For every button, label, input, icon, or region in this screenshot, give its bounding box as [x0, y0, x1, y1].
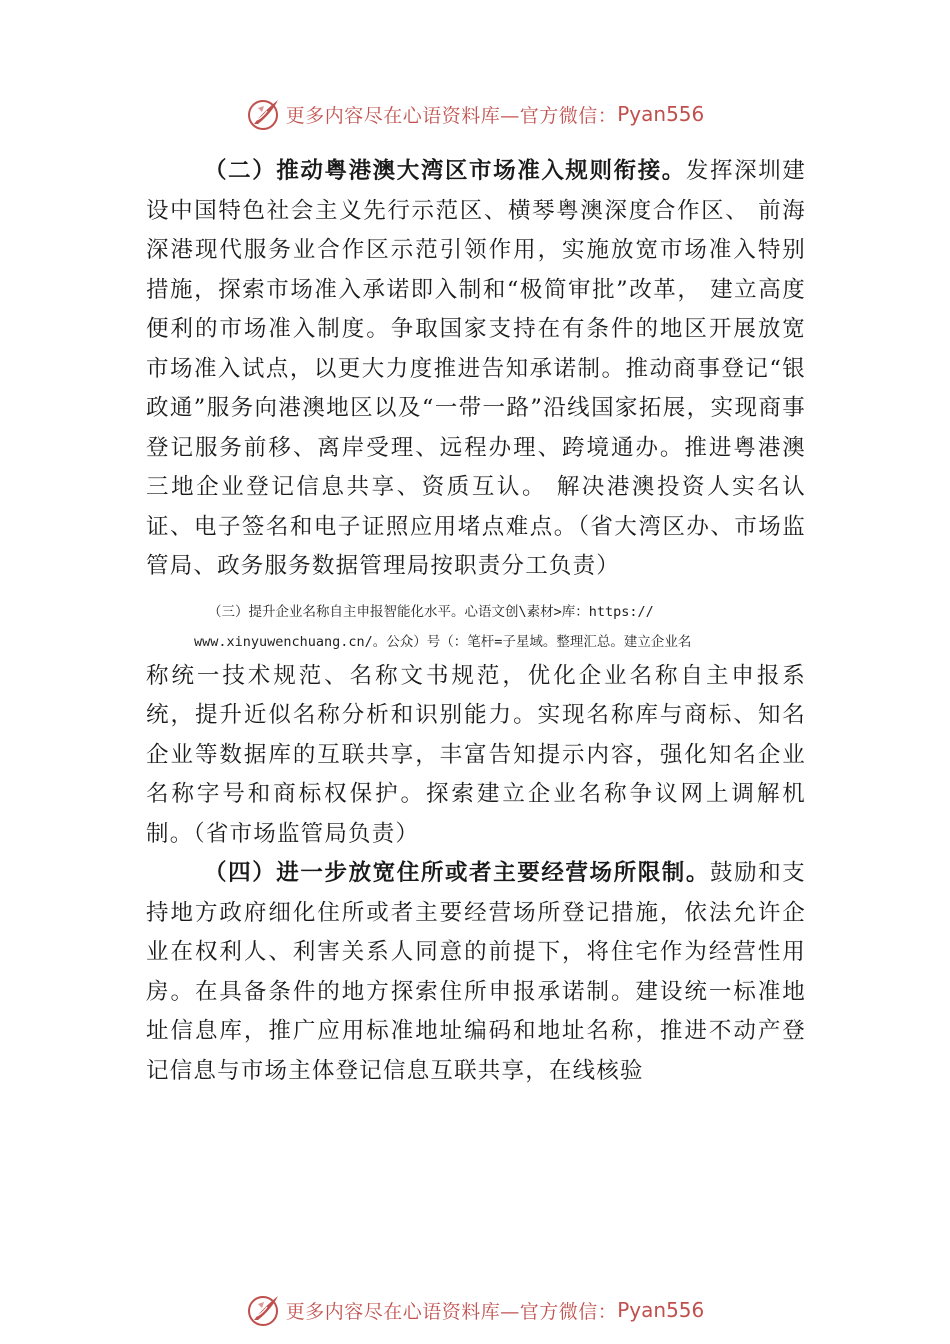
quill-seal-icon [246, 96, 282, 132]
section-2-heading: （二）推动粤港澳大湾区市场准入规则衔接。 [204, 158, 686, 184]
section-3-watermark-lines [146, 597, 806, 657]
footer-watermark-banner [0, 1290, 950, 1330]
document-body [146, 152, 806, 1091]
section-2-body: 发挥深圳建设中国特色社会主义先行示范区、横琴粤澳深度合作区、 前海深港现代服务业合作区示范引领作用，实施放宽市场准入特别措施，探索市场准入承诺即入制和“极简审批”改革， 建立高度便利的市场准入制度。争取国家支持在有条件的地区开展放宽市场准入试点，以更大力度推进告知承诺制。推动商事登记“银政通”服务向港澳地区以及“一带一路”沿线国家拓展，实现商事登记服务前移、离岸受理、远程办理、跨境通办。推进粤港澳三地企业登记信息共享、资质互认。 解决港澳投资人实名认证、电子签名和电子证照应用堵点难点。（省大湾区办、市场监管局、政务服务数据管理局按职责分工负责） [146, 158, 806, 579]
banner-wechat-id: Pyan556 [617, 1298, 705, 1322]
section-3-line-2: www.xinyuwenchuang.cn/。公众）号（：笔杆=子星域。整理汇总。建立企业名 [194, 633, 692, 650]
paragraph-section-2 [146, 152, 806, 587]
section-4-body: 鼓励和支持地方政府细化住所或者主要经营场所登记措施，依法允许企业在权利人、利害关系人同意的前提下，将住宅作为经营性用房。在具备条件的地方探索住所申报承诺制。建设统一标准地址信息库，推广应用标准地址编码和地址名称，推进不动产登记信息与市场主体登记信息互联共享，在线核验 [146, 860, 806, 1084]
section-3-line-1: （三）提升企业名称自主申报智能化水平。心语文创\素材>库：https:// [208, 603, 654, 620]
paragraph-section-4 [146, 854, 806, 1091]
banner-wechat-id: Pyan556 [617, 102, 705, 126]
paragraph-section-3: 称统一技术规范、名称文书规范，优化企业名称自主申报系统，提升近似名称分析和识别能力。实现名称库与商标、知名企业等数据库的互联共享，丰富告知提示内容，强化知名企业名称字号和商标权保护。探索建立企业名称争议网上调解机制。（省市场监管局负责） [146, 662, 806, 847]
banner-text: 更多内容尽在心语资料库—官方微信： [285, 1300, 618, 1323]
banner-text: 更多内容尽在心语资料库—官方微信： [285, 104, 618, 127]
quill-seal-icon [246, 1292, 282, 1328]
header-watermark-banner [0, 94, 950, 134]
section-4-heading: （四）进一步放宽住所或者主要经营场所限制。 [204, 860, 710, 886]
